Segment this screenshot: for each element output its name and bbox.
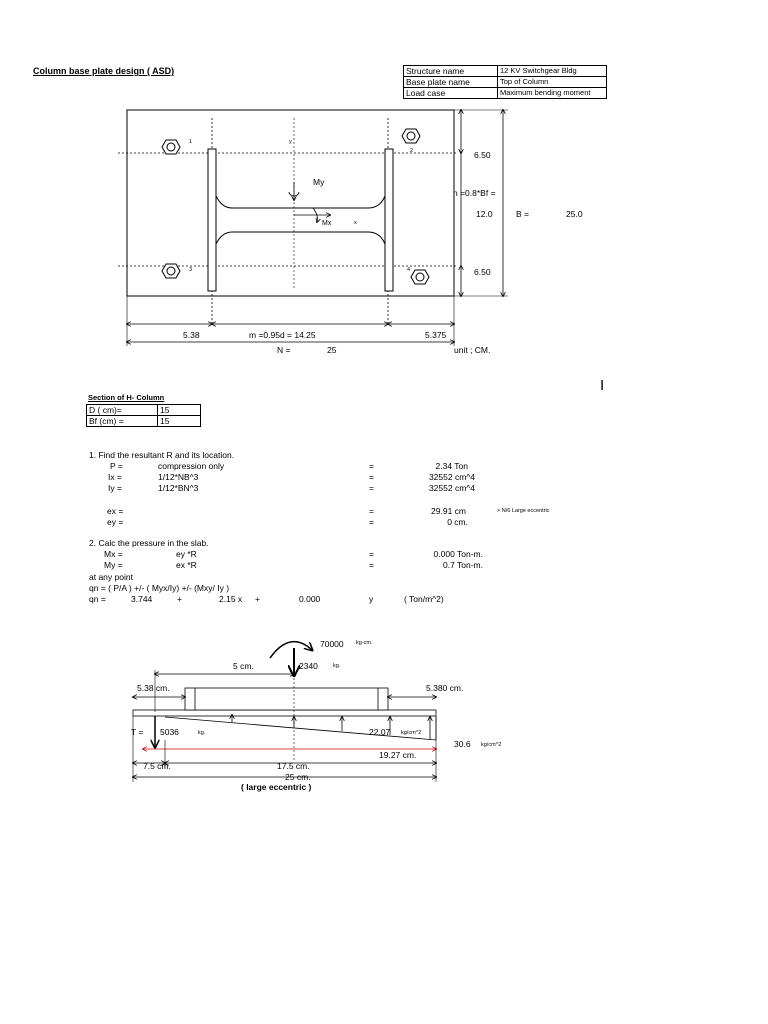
calc-eq: =	[369, 483, 374, 493]
dim-mid: m =0.95d = 14.25	[249, 330, 316, 340]
calc-label: ey =	[107, 517, 124, 527]
calc-eq: =	[369, 506, 374, 516]
eccentricity-dim: 5 cm.	[233, 661, 254, 671]
b-value: 25.0	[566, 209, 583, 219]
x-axis-label: x	[354, 220, 357, 226]
calc-label: Iy =	[108, 483, 122, 493]
bolt-label: 4	[407, 267, 411, 273]
calc-value: 0.000 Ton-m.	[433, 549, 483, 559]
info-value: Top of Column	[498, 77, 607, 88]
step1-heading: 1. Find the resultant R and its location.	[89, 450, 235, 460]
pressure-1: 22.07	[369, 727, 391, 737]
n-label: N =	[277, 345, 291, 355]
qn-term-a: 3.744	[131, 594, 153, 604]
calc-eq: =	[369, 517, 374, 527]
total-dim: 25 cm.	[285, 772, 311, 782]
calc-label: ex =	[107, 506, 124, 516]
section-table	[86, 404, 201, 427]
calc-label: Mx =	[104, 549, 123, 559]
bolt-3	[162, 264, 180, 278]
calc-value: 32552 cm^4	[428, 483, 475, 493]
dim-left: 5.38	[183, 330, 200, 340]
qn-label: qn =	[89, 594, 106, 604]
bolt-2	[402, 129, 420, 143]
calc-formula: ey *R	[176, 549, 197, 559]
eccentric-note: > N/6 Large eccentric	[497, 508, 550, 514]
tension-unit: kg.	[198, 730, 206, 736]
calc-value: 0.7 Ton-m.	[442, 560, 483, 570]
dim-top: 6.50	[474, 150, 491, 160]
calc-value: 29.91 cm	[431, 506, 466, 516]
load-value: 2340	[299, 661, 318, 671]
calc-formula: 1/12*BN^3	[158, 483, 199, 493]
bolt-label: 1	[189, 139, 193, 145]
info-label: Structure name	[404, 66, 498, 77]
qn-formula: qn = ( P/A ) +/- ( Myx/Iy) +/- (Mxy/ Iy )	[89, 583, 230, 593]
pressure-1-unit: kg/cm^2	[401, 730, 422, 736]
calc-formula: 1/12*NB^3	[158, 472, 199, 482]
tension-label: T =	[131, 727, 144, 737]
calc-value: 2.34 Ton	[435, 461, 468, 471]
my-label: My	[313, 177, 325, 187]
step2-heading: 2. Calc the pressure in the slab.	[89, 538, 209, 548]
pressure-2: 30.6	[454, 739, 471, 749]
text-cursor-mark: I	[600, 377, 605, 394]
left-overhang: 5.38 cm.	[137, 683, 170, 693]
diagram-caption: ( large eccentric )	[241, 782, 312, 792]
y-axis-label: y	[289, 139, 292, 145]
qn-plus: +	[255, 594, 260, 604]
calc-value: 0 cm.	[447, 517, 468, 527]
bolt-4	[411, 270, 429, 284]
moment-unit: kg-cm.	[356, 640, 373, 646]
left-dim: 7.5 cm.	[143, 761, 171, 771]
unit-label: unit ; CM.	[454, 345, 491, 355]
b-label: B =	[516, 209, 529, 219]
section-label: Bf (cm) =	[87, 416, 158, 427]
section-title: Section of H- Column	[88, 393, 165, 402]
calc-label: P =	[110, 461, 123, 471]
qn-y: y	[369, 594, 374, 604]
calc-eq: =	[369, 560, 374, 570]
red-dimension: 19.27 cm.	[379, 750, 417, 760]
dim-right: 5.375	[425, 330, 447, 340]
mid-dim: 17.5 cm.	[277, 761, 310, 771]
section-row	[87, 416, 201, 427]
load-unit: kg.	[333, 663, 341, 669]
calc-value: 32552 cm^4	[428, 472, 475, 482]
n-value: 12.0	[476, 209, 493, 219]
moment-value: 70000	[320, 639, 344, 649]
n-total: 25	[327, 345, 337, 355]
info-value: Maximum bending moment	[498, 88, 607, 99]
bolt-label: 2	[410, 148, 414, 154]
bolt-label: 3	[189, 267, 193, 273]
mx-label: Mx	[322, 220, 332, 227]
calc-formula: ex *R	[176, 560, 197, 570]
info-label: Load case	[404, 88, 498, 99]
left-flange	[208, 149, 216, 291]
pressure-2-unit: kg/cm^2	[481, 742, 502, 748]
dim-bottom: 6.50	[474, 267, 491, 277]
info-value: 12 KV Switchgear Bldg	[498, 66, 607, 77]
calc-eq: =	[369, 472, 374, 482]
bolt-1	[162, 140, 180, 154]
qn-unit: ( Ton/m^2)	[404, 594, 444, 604]
right-flange	[385, 149, 393, 291]
calc-label: My =	[104, 560, 123, 570]
section-value: 15	[158, 405, 201, 416]
section-row	[87, 405, 201, 416]
at-any-point: at any point	[89, 572, 133, 582]
calc-eq: =	[369, 549, 374, 559]
calc-label: Ix =	[108, 472, 122, 482]
n-equation: n =0.8*Bf =	[453, 188, 496, 198]
qn-term-b: 2.15 x	[219, 594, 243, 604]
section-value: 15	[158, 416, 201, 427]
tension-value: 5036	[160, 727, 179, 737]
page-title: Column base plate design ( ASD)	[33, 66, 175, 76]
info-label: Base plate name	[404, 77, 498, 88]
right-overhang: 5.380 cm.	[426, 683, 464, 693]
qn-term-c: 0.000	[299, 594, 321, 604]
calc-eq: =	[369, 461, 374, 471]
calc-formula: compression only	[158, 461, 225, 471]
qn-plus: +	[177, 594, 182, 604]
section-label: D ( cm)=	[87, 405, 158, 416]
